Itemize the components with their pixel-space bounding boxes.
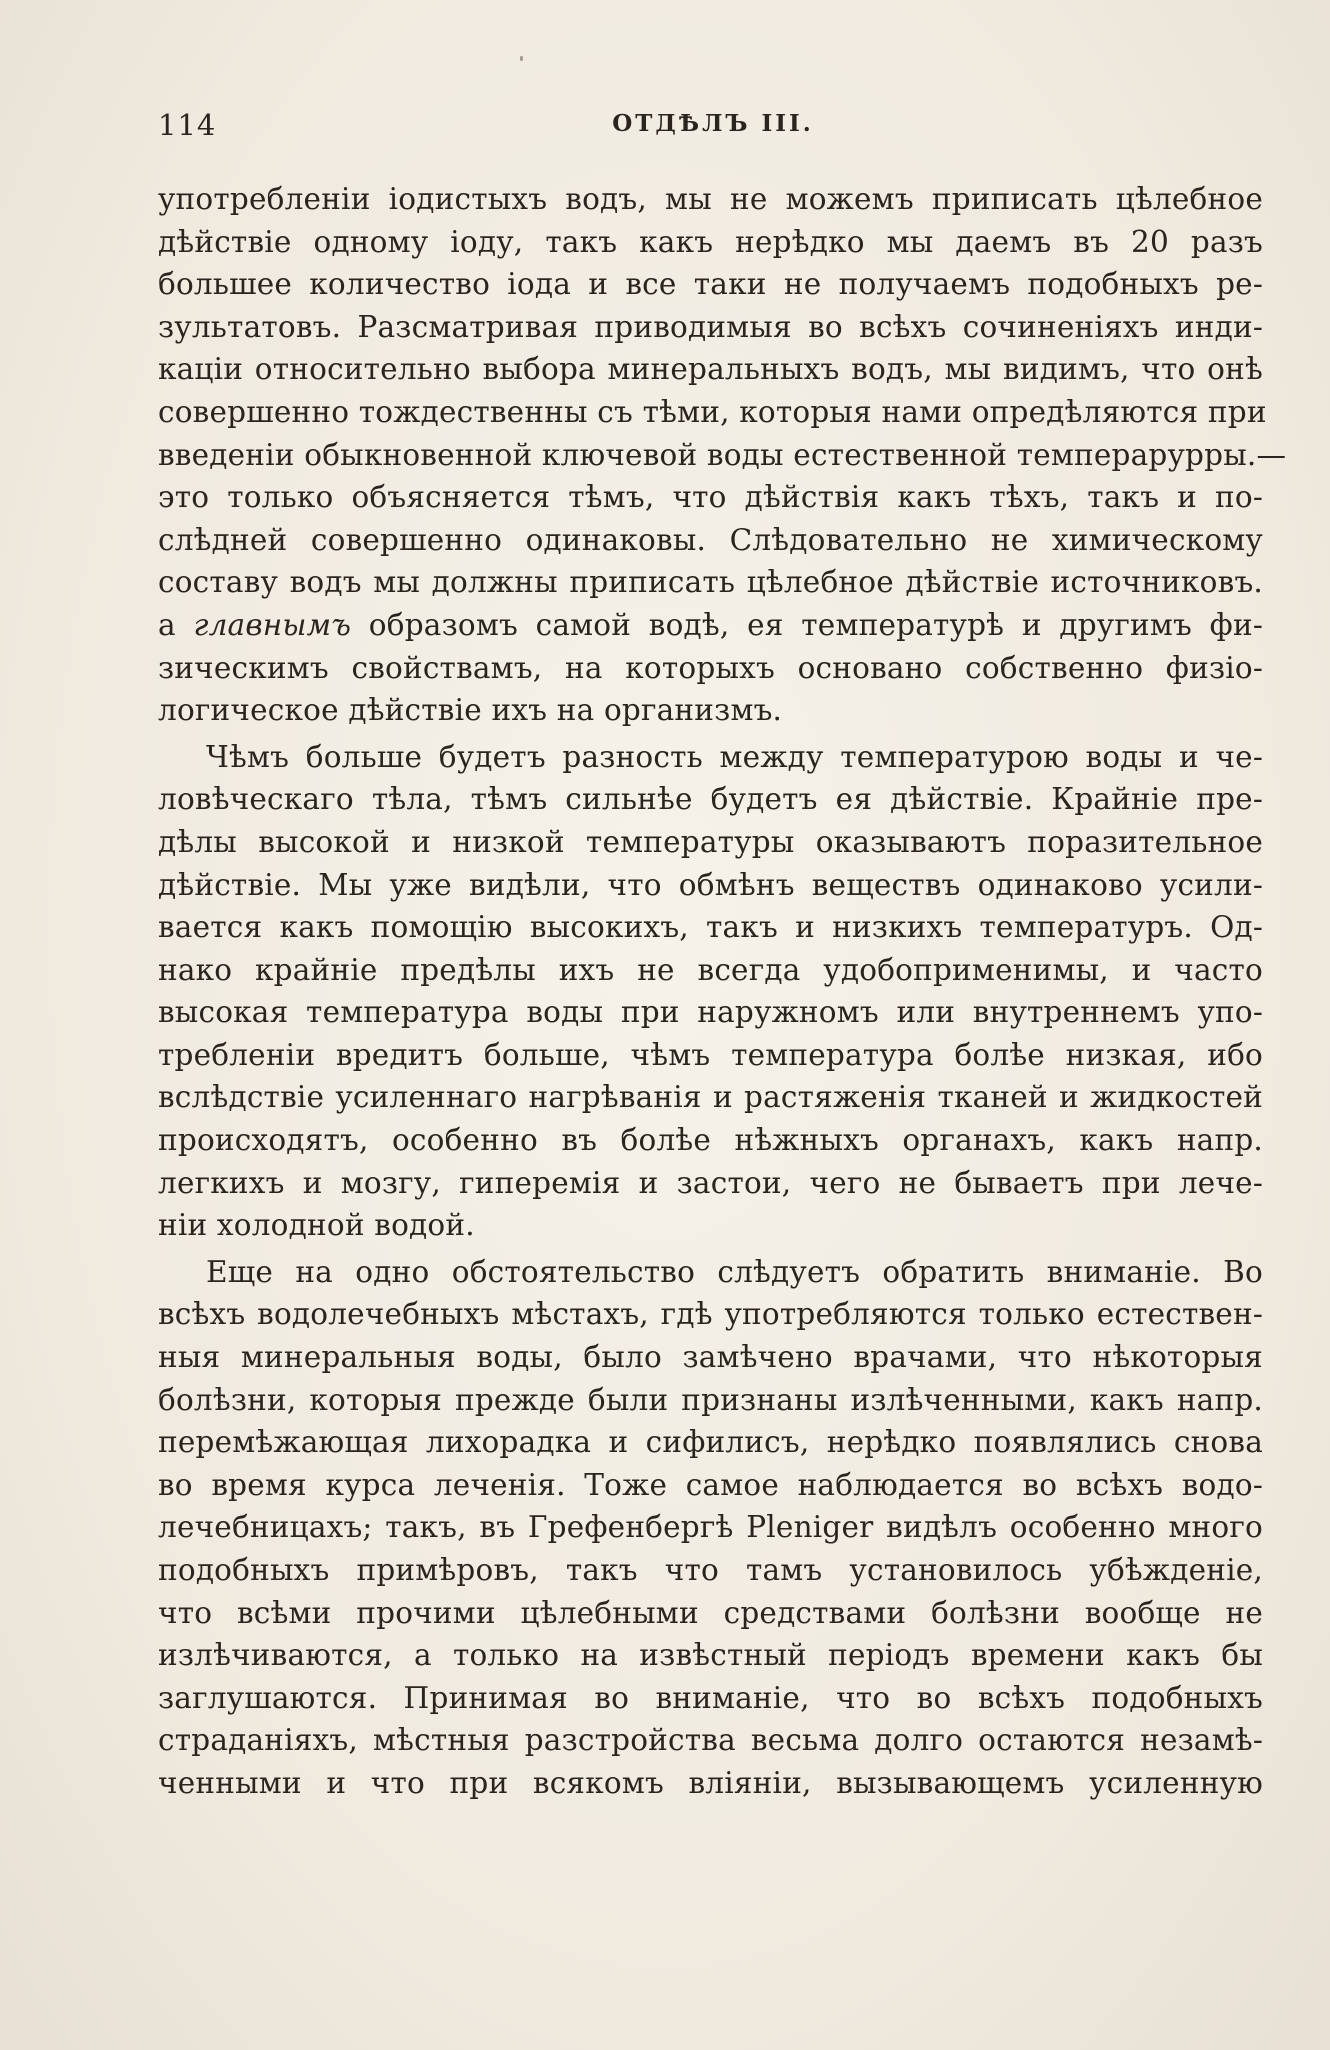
text-line: Еще на одно обстоятельство слѣдуетъ обратить вниманіе. Во xyxy=(206,1254,1263,1289)
text-line: ныя минеральныя воды, было замѣчено врачами, что нѣкоторыя xyxy=(158,1340,1263,1375)
text-line: зультатовъ. Разсматривая приводимыя во всѣхъ сочиненіяхъ инди- xyxy=(158,309,1263,344)
text-line: подобныхъ примѣровъ, такъ что тамъ установилось убѣжденіе, xyxy=(158,1553,1263,1587)
text-line: всѣхъ водолечебныхъ мѣстахъ, гдѣ употребляются только естествен- xyxy=(158,1297,1263,1332)
text-fragment: а xyxy=(158,607,194,642)
text-line: ченными и что при всякомъ вліяніи, вызывающемъ усиленную xyxy=(158,1765,1263,1800)
text-line: введеніи обыкновенной ключевой воды естественной темперарурры.— xyxy=(158,437,1287,472)
text-line: это только объясняется тѣмъ, что дѣйствія какъ тѣхъ, такъ и по- xyxy=(158,480,1263,515)
text-line: слѣдней совершенно одинаковы. Слѣдовательно не химическому xyxy=(158,522,1263,557)
text-line: ловѣческаго тѣла, тѣмъ сильнѣе будетъ ея дѣйствіе. Крайніе пре- xyxy=(158,782,1263,817)
text-line: ніи холодной водой. xyxy=(158,1208,475,1243)
text-line: дѣйствіе одному іоду, такъ какъ нерѣдко мы даемъ въ 20 разъ xyxy=(158,224,1263,259)
text-line: совершенно тождественны съ тѣми, которыя нами опредѣляются при xyxy=(158,394,1267,429)
text-line: излѣчиваются, а только на извѣстный періодъ времени какъ бы xyxy=(158,1638,1263,1673)
text-line: страданіяхъ, мѣстныя разстройства весьма долго остаются незамѣ- xyxy=(158,1723,1263,1758)
text-line: употребленіи іодистыхъ водъ, мы не можемъ приписать цѣлебное xyxy=(158,182,1263,216)
text-line: Чѣмъ больше будетъ разность между температурою воды и че- xyxy=(206,739,1263,774)
text-line: перемѣжающая лихорадка и сифилисъ, нерѣдко появлялись снова xyxy=(158,1425,1263,1460)
running-title: ОТДѢЛЪ III. xyxy=(612,110,814,137)
page-number: 114 xyxy=(158,108,217,142)
text-line: заглушаются. Принимая во вниманіе, что во всѣхъ подобныхъ xyxy=(158,1680,1263,1715)
text-line xyxy=(158,604,1263,647)
text-line: составу водъ мы должны приписать цѣлебное дѣйствіе источниковъ. xyxy=(158,565,1263,600)
page-header xyxy=(158,108,1268,148)
text-line: лечебницахъ; такъ, въ Грефенбергѣ Pleniger видѣлъ особенно много xyxy=(158,1510,1263,1545)
text-line: что всѣми прочими цѣлебными средствами болѣзни вообще не xyxy=(158,1595,1263,1630)
text-line: происходятъ, особенно въ болѣе нѣжныхъ органахъ, какъ напр. xyxy=(158,1123,1263,1158)
text-line: требленіи вредитъ больше, чѣмъ температура болѣе низкая, ибо xyxy=(158,1037,1263,1072)
text-line: вслѣдствіе усиленнаго нагрѣванія и растяженія тканей и жидкостей xyxy=(158,1080,1263,1115)
text-line: каціи относительно выбора минеральныхъ водъ, мы видимъ, что онѣ xyxy=(158,352,1263,387)
text-line: дѣлы высокой и низкой температуры оказываютъ поразительное xyxy=(158,824,1263,859)
text-line: зическимъ свойствамъ, на которыхъ основано собственно физіо- xyxy=(158,650,1263,685)
body-text xyxy=(158,178,1287,1805)
text-line: болѣзни, которыя прежде были признаны излѣченными, какъ напр. xyxy=(158,1382,1263,1417)
text-line: высокая температура воды при наружномъ или внутреннемъ упо- xyxy=(158,995,1263,1030)
text-line: большее количество іода и все таки не получаемъ подобныхъ ре- xyxy=(158,267,1263,302)
ink-speck xyxy=(520,56,523,61)
text-line: нако крайніе предѣлы ихъ не всегда удобоприменимы, и часто xyxy=(158,952,1263,987)
italic-emphasis: главнымъ xyxy=(193,607,352,642)
text-line: вается какъ помощію высокихъ, такъ и низкихъ температуръ. Од- xyxy=(158,910,1263,945)
text-line: легкихъ и мозгу, гиперемія и застои, чего не бываетъ при лече- xyxy=(158,1165,1263,1200)
text-line: дѣйствіе. Мы уже видѣли, что обмѣнъ веществъ одинаково усили- xyxy=(158,867,1263,902)
text-fragment: образомъ самой водѣ, ея температурѣ и другимъ фи- xyxy=(351,607,1263,642)
text-line: логическое дѣйствіе ихъ на организмъ. xyxy=(158,693,783,728)
text-line: во время курса леченія. Тоже самое наблюдается во всѣхъ водо- xyxy=(158,1467,1263,1502)
